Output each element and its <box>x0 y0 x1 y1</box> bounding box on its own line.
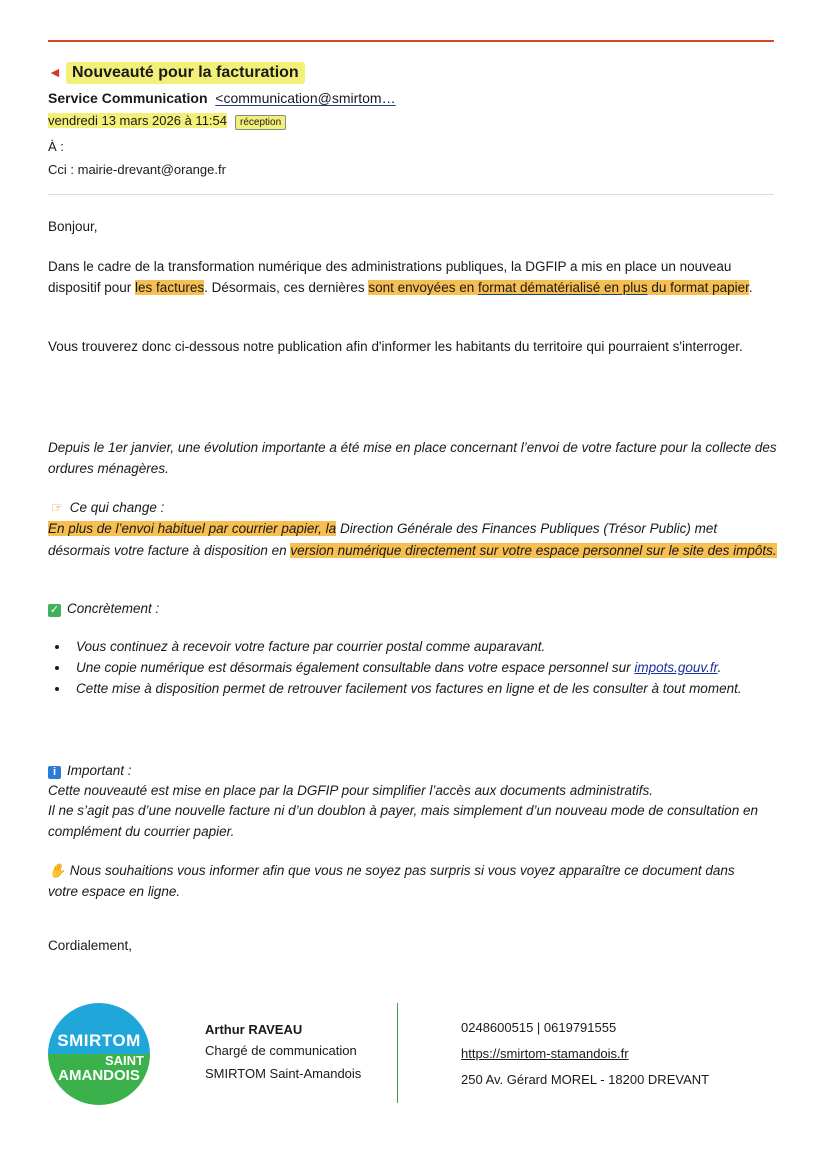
impots-link[interactable]: impots.gouv.fr <box>634 660 718 675</box>
important-title <box>48 760 778 781</box>
logo-line-1: SMIRTOM <box>57 1031 141 1050</box>
cci-line: Cci : mairie-drevant@orange.fr <box>48 162 226 177</box>
signature-role: Chargé de communication <box>205 1043 357 1058</box>
megaphone-icon: ◄ <box>48 64 62 80</box>
list-item: • Vous continuez à recevoir votre facture par courrier postal comme auparavant. <box>70 636 768 657</box>
change-title-text: Ce qui change : <box>69 500 165 515</box>
signature-org: SMIRTOM Saint-Amandois <box>205 1066 362 1081</box>
concretement-title-text: Concrètement : <box>67 601 160 616</box>
sender-line <box>48 90 396 106</box>
important-line-1: Cette nouveauté est mise en place par la DGFIP pour simplifier l’accès aux documents administratifs. <box>48 783 654 798</box>
greeting: Bonjour, <box>48 219 98 234</box>
logo-line-3: AMANDOIS <box>58 1067 140 1084</box>
contact-website-link[interactable]: https://smirtom-stamandois.fr <box>461 1046 629 1061</box>
subject-text: Nouveauté pour la facturation <box>66 62 305 84</box>
contact-address: 250 Av. Gérard MOREL - 18200 DREVANT <box>461 1072 710 1087</box>
contact-phones: 0248600515 | 0619791555 <box>461 1020 617 1035</box>
signoff: Cordialement, <box>48 938 133 953</box>
paragraph-3: Depuis le 1er janvier, une évolution importante a été mise en place concernant l’envoi de votre facture pour la collecte des ordures ménagères. <box>48 440 777 476</box>
sender-name: Service Communication <box>48 90 208 106</box>
p1-text-c: . Désormais, ces dernières <box>204 280 369 295</box>
change-paragraph <box>48 518 778 561</box>
concretement-title <box>48 598 778 619</box>
closing-note <box>48 860 738 902</box>
check-icon: ✓ <box>49 604 60 616</box>
p1-text-end: . <box>748 280 753 295</box>
change-title <box>48 497 778 518</box>
p1-highlight-factures: les factures <box>135 280 205 295</box>
list-item <box>70 657 768 678</box>
reception-badge: réception <box>235 115 286 130</box>
smirtom-logo <box>48 1003 150 1105</box>
logo-line-2: SAINT <box>105 1053 144 1068</box>
closing-note-text: Nous souhaitions vous informer afin que vous ne soyez pas surpris si vous voyez apparaître ce document dans votre espace en ligne. <box>48 863 735 899</box>
sender-email[interactable]: <communication@smirtom… <box>215 90 396 106</box>
change-highlight-1: En plus de l’envoi habituel par courrier papier, la <box>48 521 337 536</box>
p1-highlight-dematerialise: format dématérialisé <box>477 280 601 295</box>
paragraph-2: Vous trouverez donc ci-dessous notre publication afin d'informer les habitants du territoire qui pourraient s'interroger. <box>48 339 743 354</box>
important-line-2: Il ne s’agit pas d’une nouvelle facture ni d’un doublon à payer, mais simplement d’un nouveau mode de consultation en complément du courrier papier. <box>48 803 758 839</box>
change-highlight-2: version numérique directement sur votre espace personnel sur le site des impôts. <box>290 542 777 558</box>
to-line: À : <box>48 139 64 154</box>
p1-highlight-en-plus: en plus <box>600 280 648 295</box>
top-rule <box>48 40 774 42</box>
signature-divider <box>397 1003 398 1103</box>
list-item: • Cette mise à disposition permet de retrouver facilement vos factures en ligne et de les consulter à tout moment. <box>70 678 768 699</box>
pointing-hand-icon: ☞ <box>50 500 64 515</box>
signature-name: Arthur RAVEAU <box>205 1022 303 1037</box>
paragraph-1 <box>48 256 778 298</box>
header-separator <box>48 194 774 195</box>
date-line <box>48 113 286 130</box>
important-title-text: Important : <box>67 763 132 778</box>
bullet2-end: . <box>717 660 722 675</box>
p1-text-a: Dans le cadre de la transformation numérique des administrations publiques, la DGFIP a mis en place un nouveau dispositif pour <box>48 259 732 295</box>
email-date: vendredi 13 mars 2026 à 11:54 <box>48 113 227 128</box>
bullet2-text: Une copie numérique est désormais également consultable dans votre espace personnel sur <box>76 660 635 675</box>
folded-hands-icon: ✋ <box>48 863 66 878</box>
bullet-list <box>48 636 768 699</box>
info-icon: i <box>48 766 61 779</box>
email-subject <box>48 64 305 82</box>
p1-highlight-format-papier: du format papier <box>647 280 749 295</box>
change-text-b: Direction Générale des Finances Publiques (Trésor Public) met désormais votre facture à disposition en <box>48 521 718 558</box>
p1-highlight-envoyees: sont envoyées en <box>368 280 478 295</box>
